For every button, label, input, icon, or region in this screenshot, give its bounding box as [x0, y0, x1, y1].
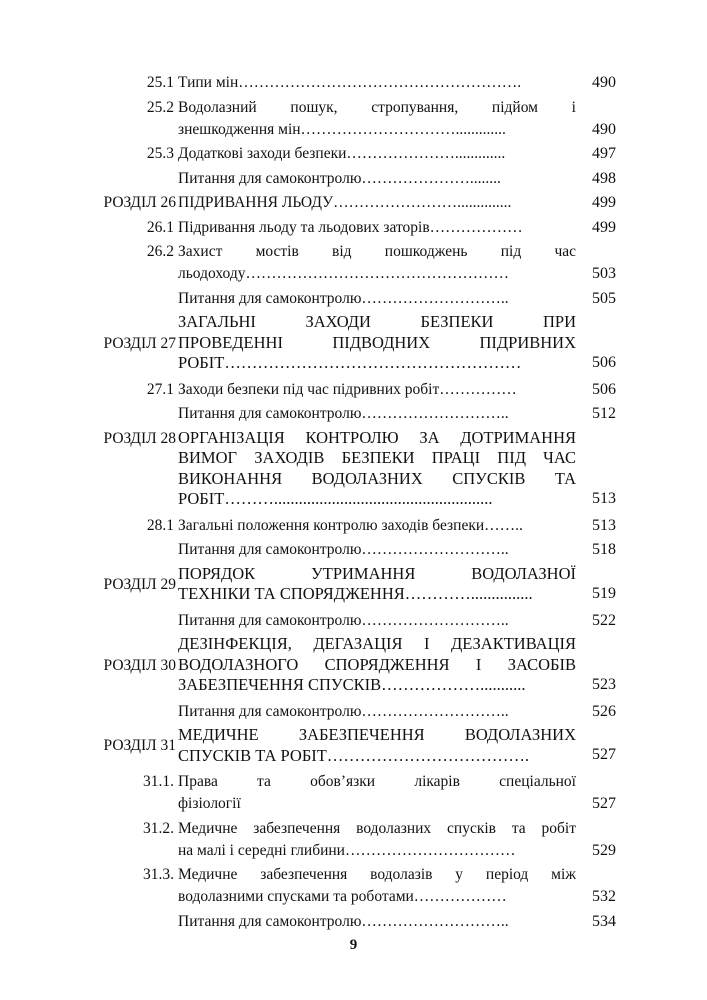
toc-title-last-line: Питання для самоконтролю………………………..	[178, 912, 509, 930]
toc-section-number: 25.1	[146, 74, 174, 91]
toc-section-number: 31.3.	[143, 866, 174, 883]
toc-entry-title	[178, 428, 576, 510]
toc-page-number: 499	[592, 218, 616, 236]
toc-title-last-line: Загальні положення контролю заходів безпеки……..	[178, 516, 523, 534]
toc-title-last-line: на малі і середні глибини……………………………	[178, 841, 516, 859]
toc-title-last-line: ПІДРИВАННЯ ЛЬОДУ……………………..............	[178, 194, 512, 211]
toc-title-last-line: Заходи безпеки під час підривних робіт……………	[178, 380, 517, 398]
toc-page-number: 532	[592, 888, 616, 905]
toc-section-number: 28.1	[146, 516, 174, 534]
toc-entry-title	[178, 288, 576, 310]
toc-page-number: 519	[592, 584, 616, 602]
toc-entry-title	[178, 634, 576, 696]
toc-section-number: 27.1	[146, 380, 174, 398]
toc-entry	[82, 428, 616, 510]
toc-page-number: 498	[592, 169, 616, 187]
table-of-contents	[82, 72, 616, 935]
toc-entry-title	[178, 864, 576, 908]
toc-title-last-line: Питання для самоконтролю………………………..	[178, 289, 509, 307]
toc-page-number: 523	[592, 675, 616, 693]
toc-entry-title	[178, 701, 576, 723]
toc-title-last-line: Питання для самоконтролю………………………..	[178, 702, 509, 720]
toc-title-line: ЗАГАЛЬНІ ЗАХОДИ БЕЗПЕКИ ПРИ	[178, 312, 576, 331]
toc-entry	[82, 564, 616, 605]
toc-entry	[82, 168, 616, 190]
toc-title-line: Права та обов’язки лікарів спеціальної	[178, 773, 576, 790]
toc-page-number: 534	[592, 912, 616, 930]
toc-title-line: МЕДИЧНЕ ЗАБЕЗПЕЧЕННЯ ВОДОЛАЗНИХ	[178, 725, 576, 744]
toc-title-last-line: фізіології	[178, 795, 241, 812]
toc-entry-title	[178, 312, 576, 374]
toc-entry-title	[178, 771, 576, 815]
toc-section-number: 25.3	[146, 145, 174, 162]
toc-chapter-label: РОЗДІЛ 30	[103, 656, 176, 674]
toc-page-number: 505	[592, 289, 616, 307]
toc-title-line: ПРОВЕДЕННІ ПІДВОДНИХ ПІДРИВНИХ	[178, 332, 576, 352]
toc-entry-title	[178, 403, 576, 425]
toc-entry-title	[178, 610, 576, 632]
toc-title-last-line: Питання для самоконтролю………………………..	[178, 541, 509, 558]
toc-entry	[82, 634, 616, 696]
toc-entry	[82, 192, 616, 214]
toc-title-line: ВОДОЛАЗНОГО СПОРЯДЖЕННЯ І ЗАСОБІВ	[178, 654, 576, 674]
toc-page-number: 506	[592, 353, 616, 371]
toc-entry	[82, 771, 616, 815]
toc-title-last-line: Питання для самоконтролю………………………..	[178, 611, 509, 629]
toc-entry	[82, 143, 616, 165]
toc-title-last-line: Питання для самоконтролю………………………..	[178, 405, 509, 422]
toc-chapter-label: РОЗДІЛ 26	[103, 194, 176, 211]
toc-page-number: 513	[592, 516, 616, 534]
toc-title-last-line: Додаткові заходи безпеки………………….............	[178, 145, 506, 162]
toc-page-number: 499	[592, 194, 616, 211]
toc-title-last-line: ТЕХНІКИ ТА СПОРЯДЖЕННЯ…………...............	[178, 584, 533, 603]
toc-entry-title	[178, 515, 576, 537]
toc-title-line: ВИМОГ ЗАХОДІВ БЕЗПЕКИ ПРАЦІ ПІД ЧАС	[178, 448, 576, 467]
toc-entry-title	[178, 241, 576, 285]
toc-page-number: 522	[592, 611, 616, 629]
toc-entry	[82, 72, 616, 94]
toc-title-last-line: СПУСКІВ ТА РОБІТ……………………………….	[178, 745, 530, 765]
toc-chapter-label: РОЗДІЛ 29	[103, 575, 176, 593]
toc-title-last-line: ЗАБЕЗПЕЧЕННЯ СПУСКІВ………………...........	[178, 675, 526, 694]
toc-page-number: 526	[592, 702, 616, 720]
toc-page-number: 490	[592, 120, 616, 138]
toc-title-line: Медичне забезпечення водолазних спусків та робіт	[178, 819, 576, 837]
toc-entry	[82, 379, 616, 401]
toc-chapter-label: РОЗДІЛ 31	[103, 737, 176, 755]
toc-page-number: 529	[592, 841, 616, 859]
toc-section-number: 31.2.	[143, 819, 174, 837]
toc-title-line: Захист мостів від пошкоджень під час	[178, 243, 576, 260]
page-folio-number: 9	[349, 937, 358, 953]
toc-page-number: 527	[592, 795, 616, 812]
toc-page-number: 490	[592, 74, 616, 91]
toc-entry-title	[178, 539, 576, 561]
toc-entry-title	[178, 911, 576, 933]
toc-entry-title	[178, 818, 576, 862]
toc-title-last-line: водолазними спусками та роботами………………	[178, 888, 507, 905]
toc-entry-title	[178, 379, 576, 401]
toc-section-number: 26.1	[146, 218, 174, 236]
toc-page-number: 512	[592, 405, 616, 422]
toc-entry	[82, 217, 616, 239]
toc-entry	[82, 864, 616, 908]
toc-page-number: 518	[592, 541, 616, 558]
toc-title-last-line: Типи мін……………………………………………….	[178, 74, 522, 91]
toc-title-line: ОРГАНІЗАЦІЯ КОНТРОЛЮ ЗА ДОТРИМАННЯ	[178, 427, 576, 447]
toc-section-number: 25.2	[146, 98, 174, 116]
toc-entry	[82, 241, 616, 285]
toc-title-line: ВИКОНАННЯ ВОДОЛАЗНИХ СПУСКІВ ТА	[178, 468, 576, 488]
toc-entry	[82, 725, 616, 766]
toc-title-last-line: РОБІТ……….....................................................	[178, 489, 493, 508]
toc-entry	[82, 701, 616, 723]
toc-entry-title	[178, 217, 576, 239]
toc-entry-title	[178, 168, 576, 190]
toc-page-number: 497	[592, 145, 616, 162]
toc-entry-title	[178, 97, 576, 141]
toc-title-line: ДЕЗІНФЕКЦІЯ, ДЕГАЗАЦІЯ І ДЕЗАКТИВАЦІЯ	[178, 634, 576, 653]
toc-section-number: 31.1.	[143, 773, 174, 790]
toc-title-line: Медичне забезпечення водолазів у період між	[178, 866, 576, 883]
toc-entry	[82, 610, 616, 632]
toc-chapter-label: РОЗДІЛ 28	[103, 429, 176, 447]
toc-entry	[82, 515, 616, 537]
toc-entry-title	[178, 143, 576, 165]
toc-title-line: Водолазний пошук, стропування, підйом і	[178, 98, 576, 116]
toc-page-number: 503	[592, 265, 616, 282]
toc-title-last-line: льодоходу……………………………………………	[178, 265, 509, 282]
toc-section-number: 26.2	[146, 243, 174, 260]
toc-title-last-line: РОБІТ………………………………………………	[178, 353, 522, 372]
toc-title-line: ПОРЯДОК УТРИМАННЯ ВОДОЛАЗНОЇ	[178, 563, 576, 583]
toc-entry	[82, 539, 616, 561]
toc-entry	[82, 97, 616, 141]
toc-entry	[82, 288, 616, 310]
toc-entry-title	[178, 564, 576, 605]
toc-page-number: 506	[592, 380, 616, 398]
toc-entry	[82, 312, 616, 374]
toc-entry-title	[178, 725, 576, 766]
toc-entry	[82, 911, 616, 933]
toc-page-number: 513	[592, 489, 616, 507]
toc-title-last-line: Підривання льоду та льодових заторів………………	[178, 218, 523, 236]
toc-title-last-line: Питання для самоконтролю…………………........	[178, 169, 501, 187]
toc-entry-title	[178, 192, 576, 214]
toc-entry	[82, 403, 616, 425]
toc-entry	[82, 818, 616, 862]
toc-entry-title	[178, 72, 576, 94]
toc-page-number: 527	[592, 746, 616, 763]
toc-chapter-label: РОЗДІЛ 27	[103, 334, 176, 352]
toc-title-last-line: знешкодження мін………………………….............	[178, 120, 506, 138]
